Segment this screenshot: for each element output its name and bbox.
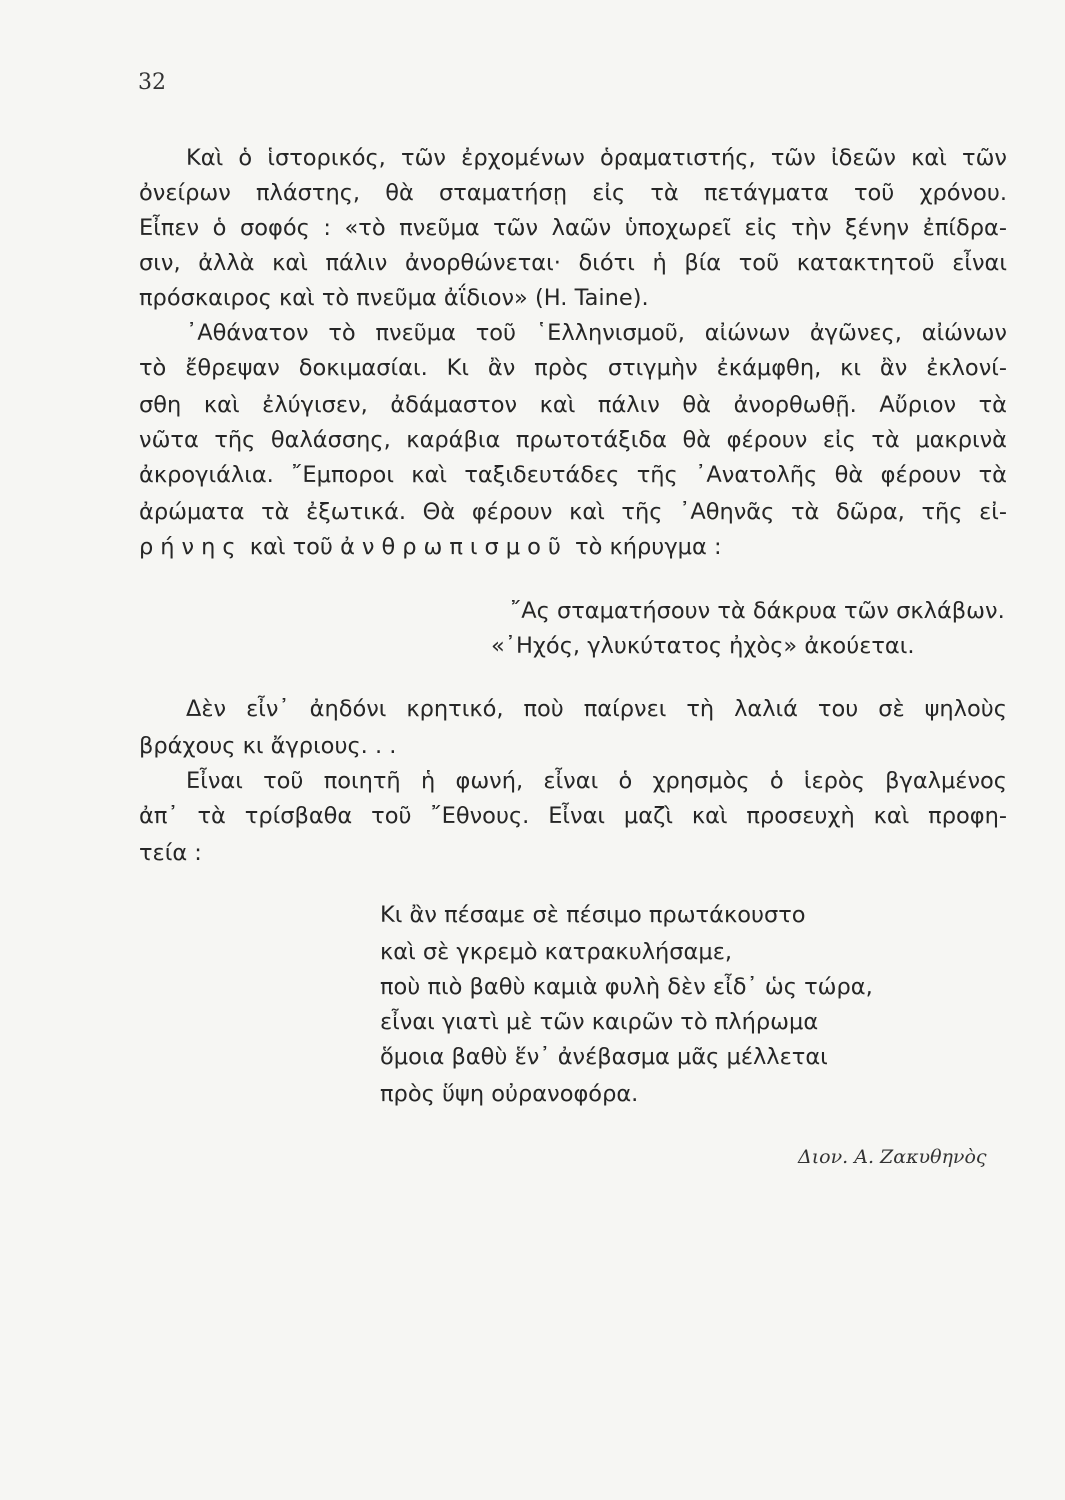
text-line [139, 532, 722, 562]
text-line: πρόσκαιρος καὶ τὸ πνεῦμα ἀΐδιον» (H. Taine). [139, 285, 649, 311]
page-number: 32 [138, 70, 166, 95]
poem-line: καὶ σὲ γκρεμὸ κατρακυλήσαμε, [380, 939, 733, 965]
quote-line: «᾿Ηχός, γλυκύτατος ἠχὸς» ἀκούεται. [491, 633, 915, 659]
spaced-word: ἀνθρωπισμοῦ [340, 534, 568, 560]
text-line: ἀκρογιάλια. ῎Εμποροι καὶ ταξιδευτάδες τῆς ᾿Ανατολῆς θὰ φέρουν τὰ [139, 462, 1007, 488]
signature: Διον. Α. Ζακυθηνὸς [798, 1146, 987, 1168]
text-span: τὸ κήρυγμα : [567, 534, 722, 560]
text-line: Εἶναι τοῦ ποιητῆ ἡ φωνή, εἶναι ὁ χρησμὸς ὁ ἱερὸς βγαλμένος [186, 768, 1007, 794]
text-line: ἀρώματα τὰ ἐξωτικά. Θὰ φέρουν καὶ τῆς ᾿Αθηνᾶς τὰ δῶρα, τῆς εἰ- [139, 499, 1007, 525]
quote-line: ῎Ας σταματήσουν τὰ δάκρυα τῶν σκλάβων. [510, 598, 1005, 624]
text-line: ὀνείρων πλάστης, θὰ σταματήσῃ εἰς τὰ πετάγματα τοῦ χρόνου. [139, 180, 1007, 206]
text-span: καὶ τοῦ [242, 534, 341, 560]
text-line: Καὶ ὁ ἱστορικός, τῶν ἐρχομένων ὁραματιστής, τῶν ἰδεῶν καὶ τῶν [186, 145, 1007, 171]
text-line: τὸ ἔθρεψαν δοκιμασίαι. Κι ἂν πρὸς στιγμὴν ἐκάμφθη, κι ἂν ἐκλονί- [139, 355, 1007, 381]
spaced-word: ρήνης [139, 534, 243, 560]
text-line: ἀπ᾿ τὰ τρίσβαθα τοῦ ῎Εθνους. Εἶναι μαζὶ καὶ προσευχὴ καὶ προφη- [139, 803, 1007, 829]
poem-line: εἶναι γιατὶ μὲ τῶν καιρῶν τὸ πλήρωμα [380, 1009, 819, 1035]
poem-line: ποὺ πιὸ βαθὺ καμιὰ φυλὴ δὲν εἶδ᾿ ὡς τώρα, [380, 974, 873, 1000]
text-line: Δὲν εἶν᾿ ἀηδόνι κρητικό, ποὺ παίρνει τὴ λαλιά του σὲ ψηλοὺς [186, 696, 1007, 722]
text-line: τεία : [139, 840, 202, 866]
text-line: νῶτα τῆς θαλάσσης, καράβια πρωτοτάξιδα θὰ φέρουν εἰς τὰ μακρινὰ [139, 427, 1007, 453]
text-line: σιν, ἀλλὰ καὶ πάλιν ἀνορθώνεται· διότι ἡ βία τοῦ κατακτητοῦ εἶναι [139, 250, 1007, 276]
text-line: σθη καὶ ἐλύγισεν, ἀδάμαστον καὶ πάλιν θὰ ἀνορθωθῇ. Αὔριον τὰ [139, 392, 1007, 418]
poem-line: πρὸς ὕψη οὐρανοφόρα. [380, 1081, 639, 1107]
text-line: ᾿Αθάνατον τὸ πνεῦμα τοῦ ῾Ελληνισμοῦ, αἰώνων ἀγῶνες, αἰώνων [186, 320, 1007, 346]
poem-line: Κι ἂν πέσαμε σὲ πέσιμο πρωτάκουστο [380, 902, 806, 928]
text-line: Εἶπεν ὁ σοφός : «τὸ πνεῦμα τῶν λαῶν ὑποχωρεῖ εἰς τὴν ξένην ἐπίδρα- [139, 215, 1007, 241]
poem-line: ὅμοια βαθὺ ἕν᾿ ἀνέβασμα μᾶς μέλλεται [380, 1044, 828, 1070]
text-line: βράχους κι ἄγριους. . . [139, 733, 397, 759]
